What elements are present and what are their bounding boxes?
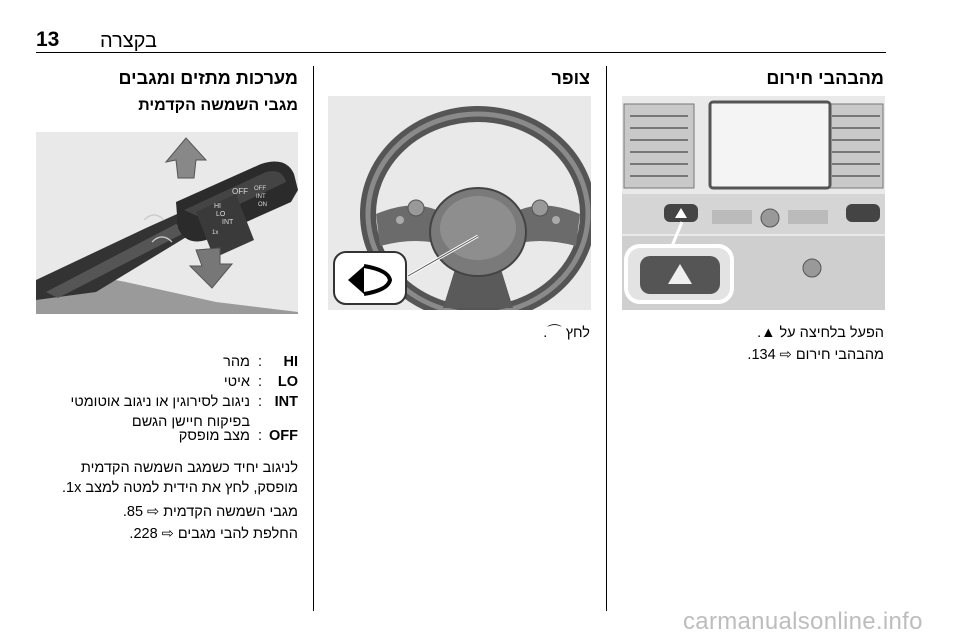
dashboard-hazard-figure <box>622 96 885 310</box>
column-divider-right <box>606 66 607 611</box>
definition-off: OFF : מצב מופסק <box>178 428 298 444</box>
horn-instruction: לחץ ⌒. <box>543 325 590 341</box>
definition-value: איטי <box>223 374 250 390</box>
wipers-title: מערכות מתזים ומגבים <box>118 68 298 88</box>
definition-key: HI <box>283 354 298 370</box>
definition-value: מהר <box>223 354 250 370</box>
definition-lo: LO : איטי <box>223 374 298 390</box>
lever-label-int: INT <box>222 219 234 226</box>
watermark: carmanualsonline.info <box>683 608 923 635</box>
definition-value-cont: בפיקוח חיישן הגשם <box>131 414 250 430</box>
definition-key: INT <box>274 394 298 410</box>
wiper-blades-reference-link[interactable]: החלפת להבי מגבים ⇨ 228. <box>129 526 298 542</box>
lever-label-1x: 1x <box>212 230 219 236</box>
definition-key: LO <box>277 374 298 390</box>
lever-label-rear-int: INT <box>256 194 266 200</box>
single-wipe-paragraph: לניגוב יחיד כשמגב השמשה הקדמית מופסק, לחץ את הידית למטה למצב 1x. <box>62 460 298 496</box>
hazard-reference-link[interactable]: מהבהבי חירום ⇨ 134. <box>747 347 884 363</box>
lever-label-rear-on: ON <box>258 202 267 208</box>
lever-label-hi: HI <box>214 203 221 210</box>
definition-hi: HI : מהר <box>223 354 298 370</box>
column-divider-left <box>313 66 314 611</box>
wiper-lever-figure <box>36 132 298 314</box>
definition-key: OFF <box>269 428 298 444</box>
header-title: בקצרה <box>100 30 158 52</box>
windscreen-wipers-subtitle: מגבי השמשה הקדמית <box>138 97 298 114</box>
wipers-reference-link[interactable]: מגבי השמשה הקדמית ⇨ 85. <box>122 504 298 520</box>
definition-value: מצב מופסק <box>178 428 250 444</box>
lever-label-off: OFF <box>232 187 248 196</box>
lever-label-rear-off: OFF <box>254 186 266 192</box>
hazard-title: מהבהבי חירום <box>766 68 884 88</box>
steering-wheel-figure <box>328 96 591 310</box>
header-divider <box>36 52 886 53</box>
horn-title: צופר <box>551 68 590 88</box>
lever-label-lo: LO <box>216 211 226 218</box>
definition-value: ניגוב לסירוגין או ניגוב אוטומטי <box>70 394 250 410</box>
page-number: 13 <box>36 28 60 51</box>
hazard-instruction: הפעל בלחיצה על ▲. <box>757 325 884 341</box>
definition-int: INT : ניגוב לסירוגין או ניגוב אוטומטי בפיקוח חיישן הגשם <box>70 394 298 430</box>
